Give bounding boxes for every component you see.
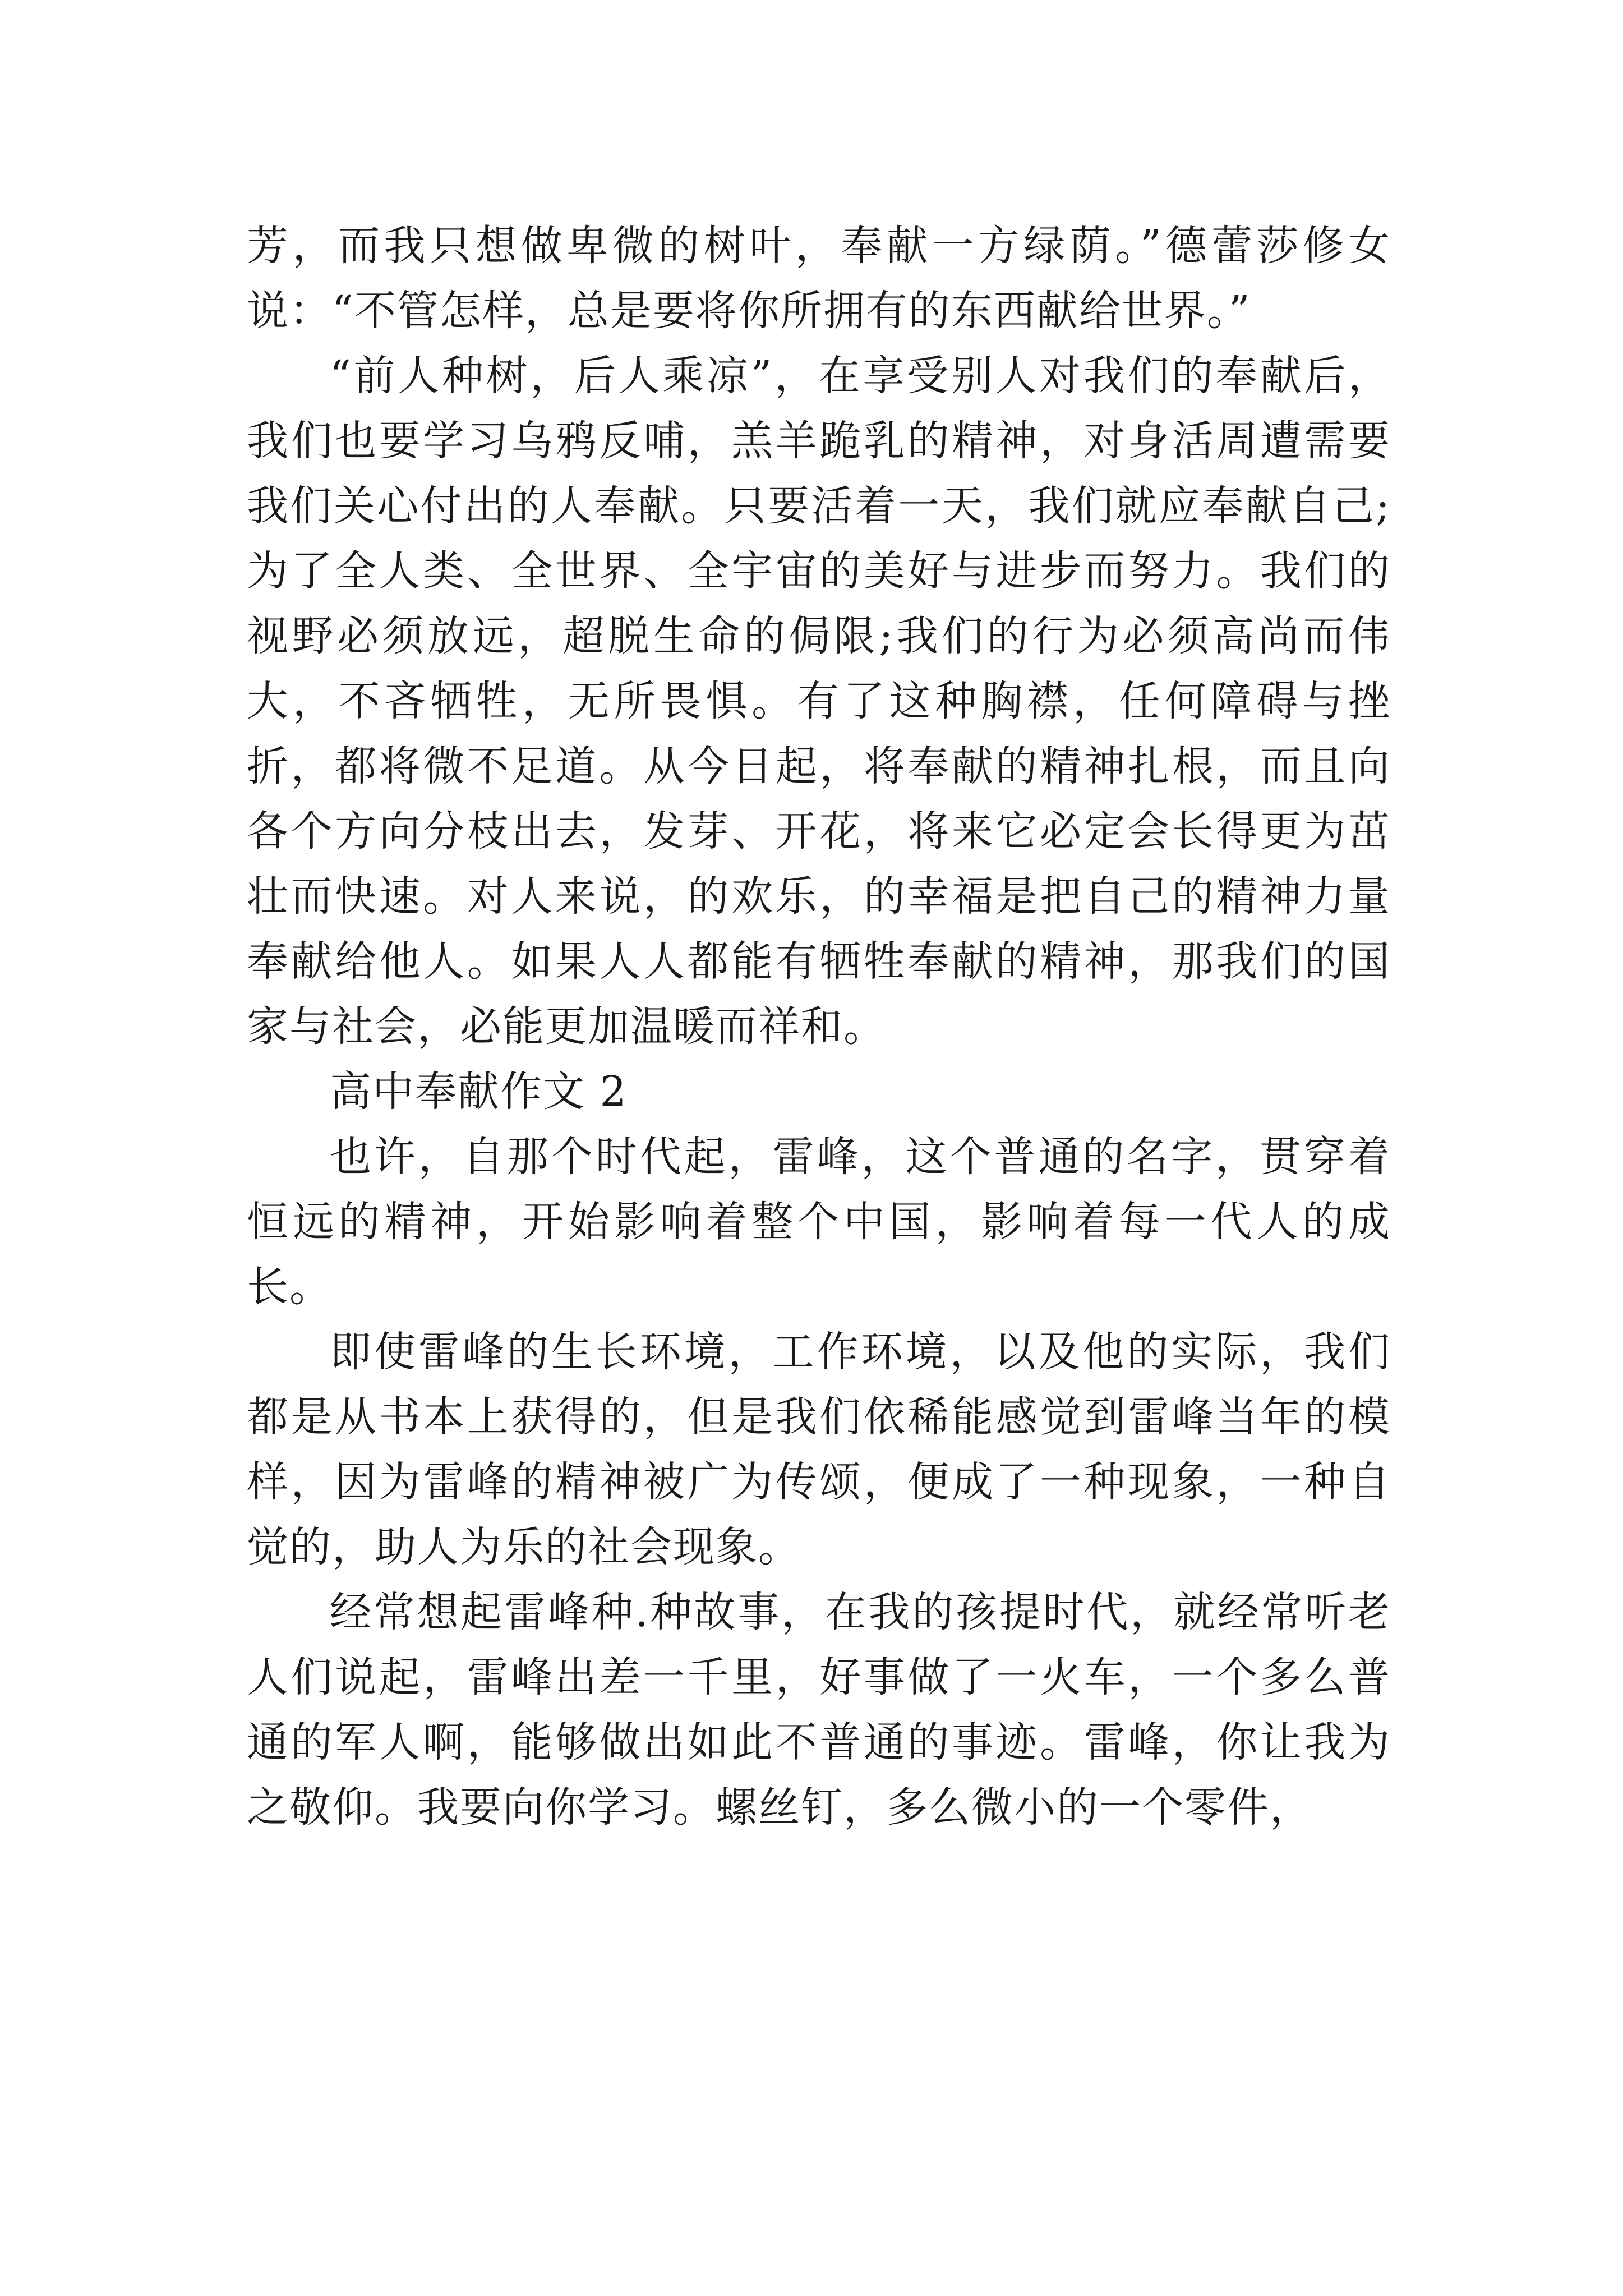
paragraph-leifeng-stories: 经常想起雷峰种.种故事，在我的孩提时代，就经常听老人们说起，雷峰出差一千里，好事做了一火车，一个多么普通的军人啊，能够做出如此不普通的事迹。雷峰，你让我为之敬仰。我要向你学习。螺丝钉，多么微小的一个零件， xyxy=(247,1588,1391,1832)
document-body xyxy=(247,213,1391,1840)
essay-heading: 高中奉献作文 2 xyxy=(330,1068,628,1116)
paragraph-continued: 芳，而我只想做卑微的树叶，奉献一方绿荫。”德蕾莎修女说：“不管怎样，总是要将你所拥有的东西献给世界。” xyxy=(247,222,1391,335)
paragraph-leifeng-environment: 即使雷峰的生长环境，工作环境，以及他的实际，我们都是从书本上获得的，但是我们依稀能感觉到雷峰当年的模样，因为雷峰的精神被广为传颂，便成了一种现象，一种自觉的，助人为乐的社会现象。 xyxy=(247,1328,1391,1571)
paragraph-dedication: “前人种树，后人乘凉”，在享受别人对我们的奉献后，我们也要学习乌鸦反哺，羔羊跪乳的精神，对身活周遭需要我们关心付出的人奉献。只要活着一天，我们就应奉献自己;为了全人类、全世界、全宇宙的美好与进步而努力。我们的视野必须放远，超脱生命的侷限;我们的行为必须高尚而伟大，不吝牺牲，无所畏惧。有了这种胸襟，任何障碍与挫折，都将微不足道。从今日起，将奉献的精神扎根，而且向各个方向分枝出去，发芽、开花，将来它必定会长得更为茁壮而快速。对人来说，的欢乐，的幸福是把自己的精神力量奉献给他人。如果人人都能有牺牲奉献的精神，那我们的国家与社会，必能更加温暖而祥和。 xyxy=(247,352,1391,1051)
paragraph-leifeng-intro: 也许，自那个时代起，雷峰，这个普通的名字，贯穿着恒远的精神，开始影响着整个中国，影响着每一代人的成长。 xyxy=(247,1133,1391,1311)
